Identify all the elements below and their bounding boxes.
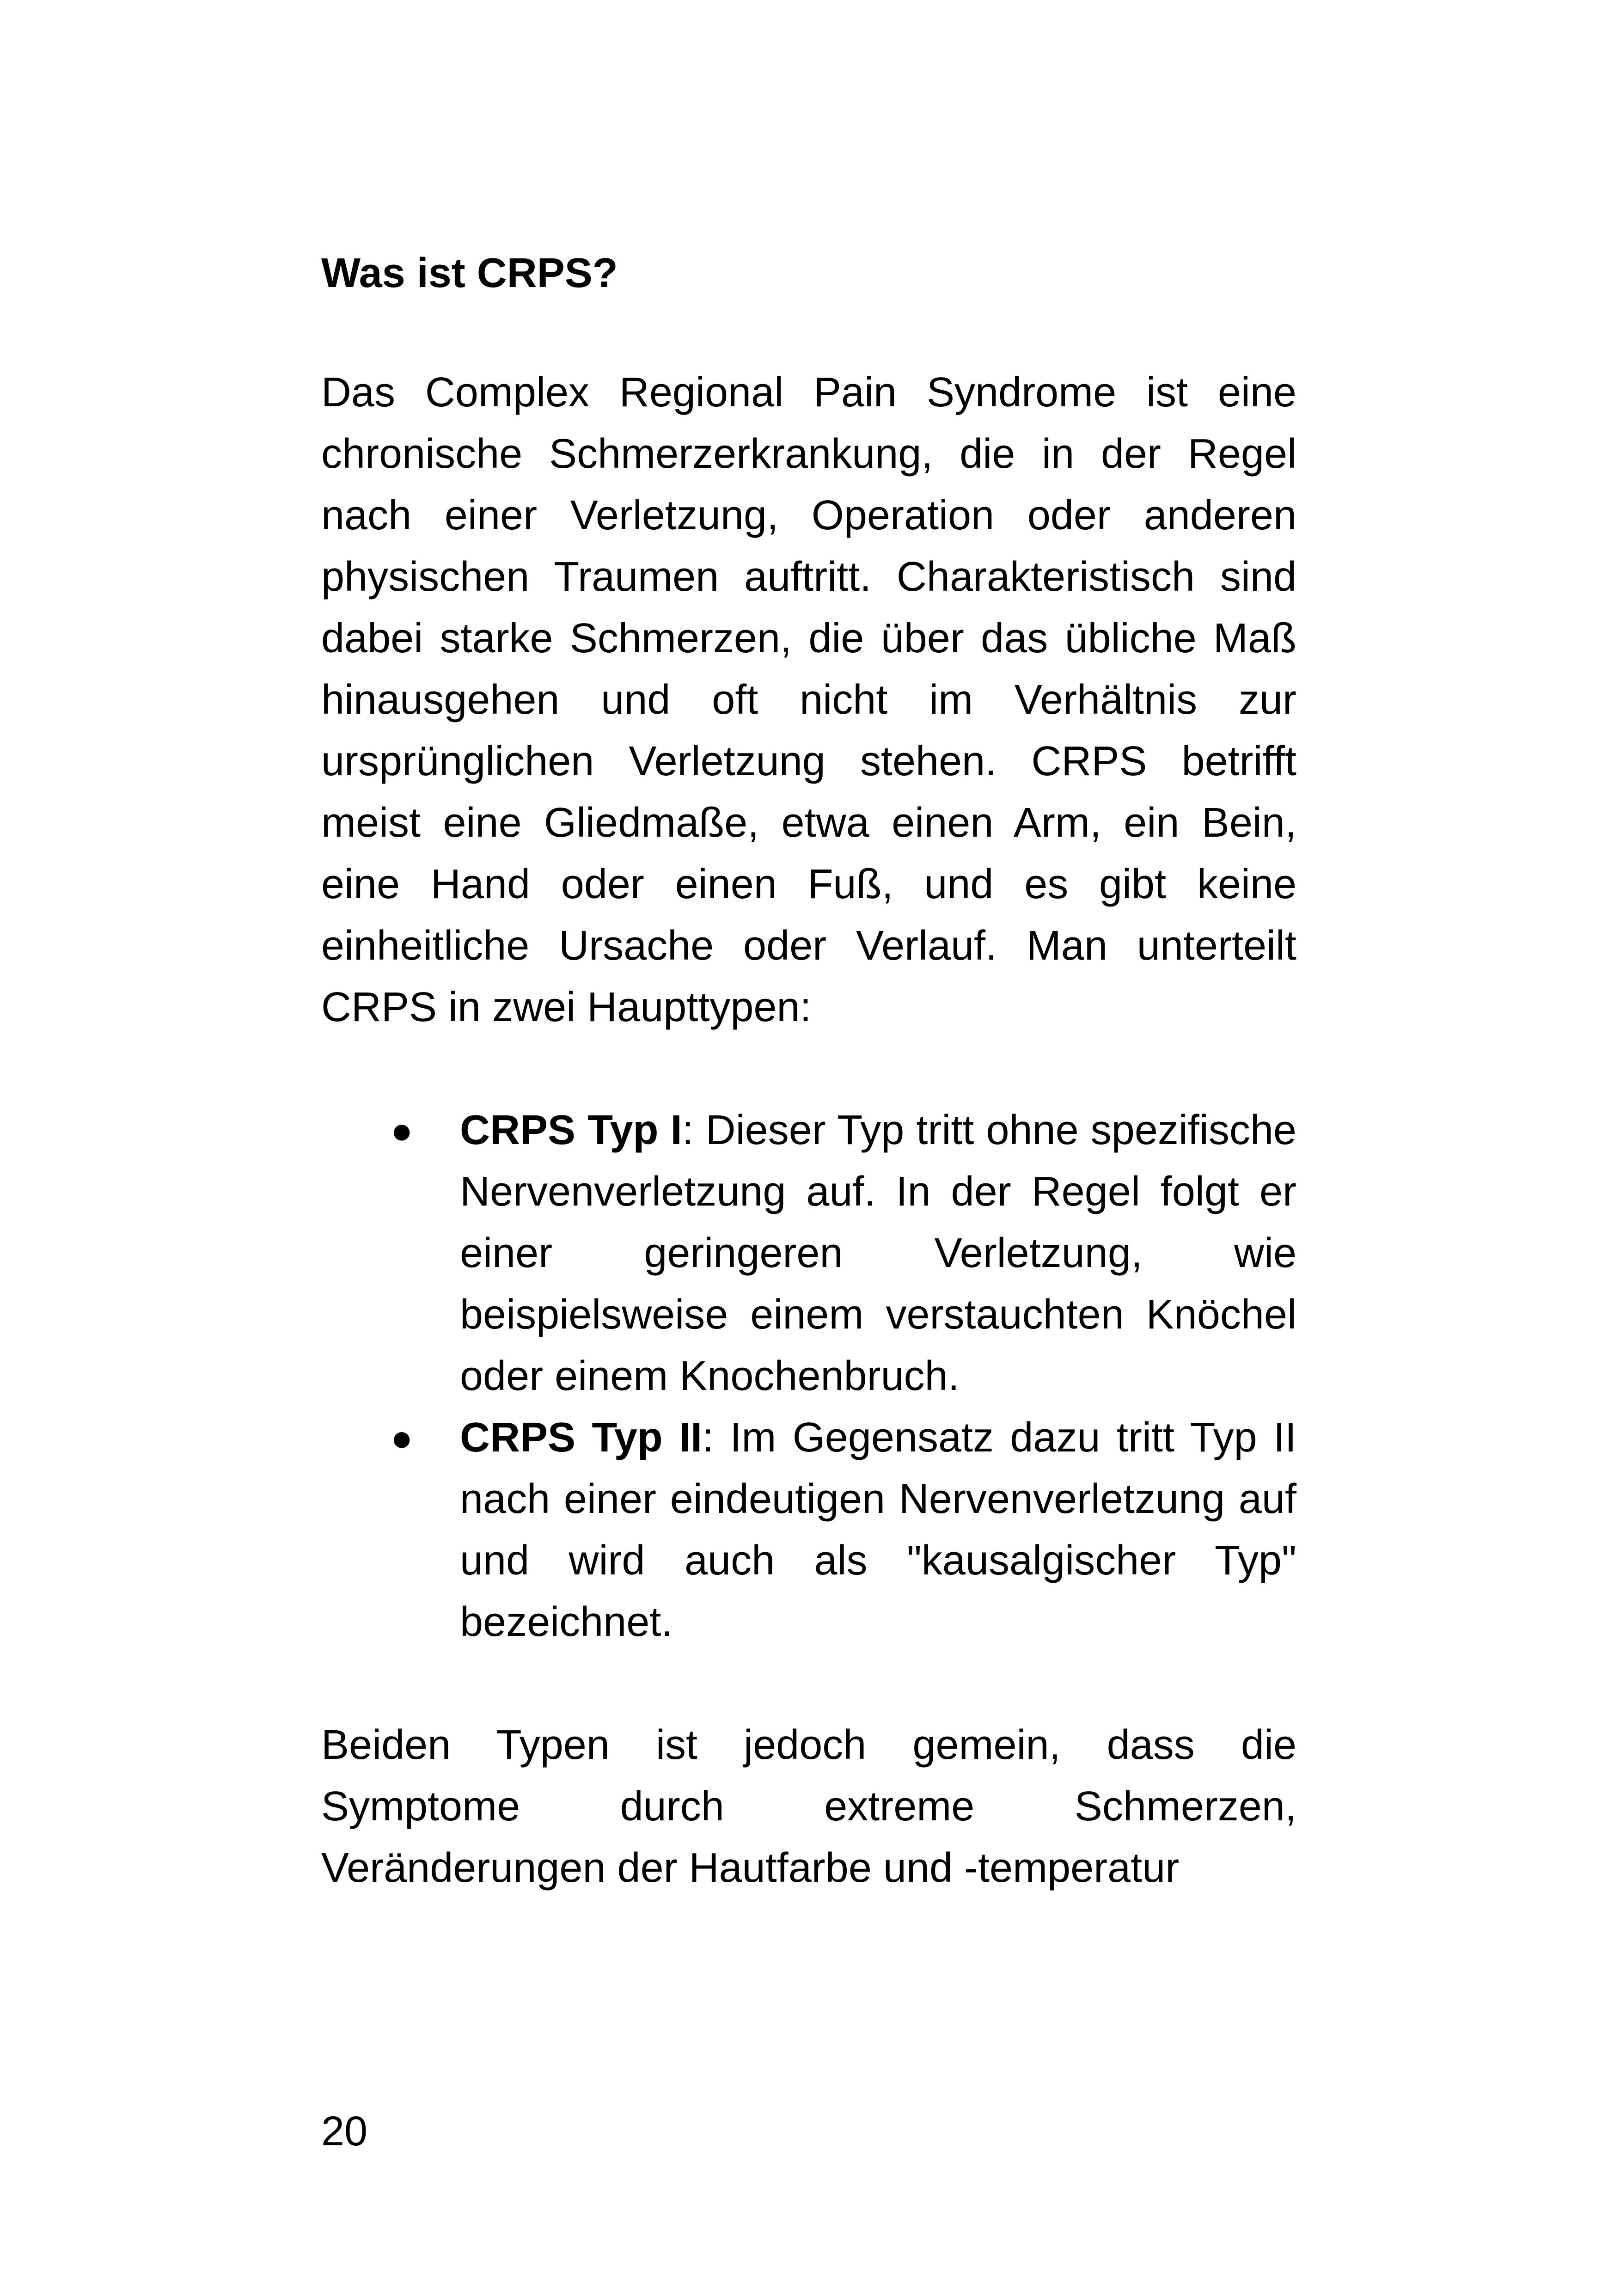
list-item-crps-type-1 (321, 1100, 1296, 1407)
page-number: 20 (321, 2108, 368, 2155)
crps-type-list (321, 1100, 1296, 1653)
list-item-text: : Dieser Typ tritt ohne spezifische Nervenverletzung auf. In der Regel folgt er einer geringeren Verletzung, wie beispielsweise einem verstauchten Knöchel oder einem Knochenbruch. (460, 1107, 1296, 1399)
list-item-term: CRPS Typ I (460, 1107, 682, 1153)
section-heading: Was ist CRPS? (321, 250, 618, 296)
page-content (321, 243, 1296, 1899)
bullet-icon: ● (391, 1110, 413, 1151)
bullet-icon: ● (391, 1417, 413, 1458)
intro-paragraph: Das Complex Regional Pain Syndrome ist eine chronische Schmerzerkrankung, die in der Regel nach einer Verletzung, Operation oder anderen physischen Traumen auftritt. Charakteristisch sind dabei starke Schmerzen, die über das übliche Maß hinausgehen und oft nicht im Verhältnis zur ursprünglichen Verletzung stehen. CRPS betrifft meist eine Gliedmaße, etwa einen Arm, ein Bein, eine Hand oder einen Fuß, und es gibt keine einheitliche Ursache oder Verlauf. Man unterteilt CRPS in zwei Haupttypen: (321, 369, 1296, 1030)
list-item-text: : Im Gegensatz dazu tritt Typ II nach einer eindeutigen Nervenverletzung auf und wird auch als "kausalgischer Typ" bezeichnet. (460, 1414, 1296, 1645)
closing-paragraph: Beiden Typen ist jedoch gemein, dass die Symptome durch extreme Schmerzen, Veränderungen der Hautfarbe und -temperatur (321, 1722, 1296, 1891)
list-item-term: CRPS Typ II (460, 1414, 703, 1461)
list-item-crps-type-2 (321, 1407, 1296, 1653)
